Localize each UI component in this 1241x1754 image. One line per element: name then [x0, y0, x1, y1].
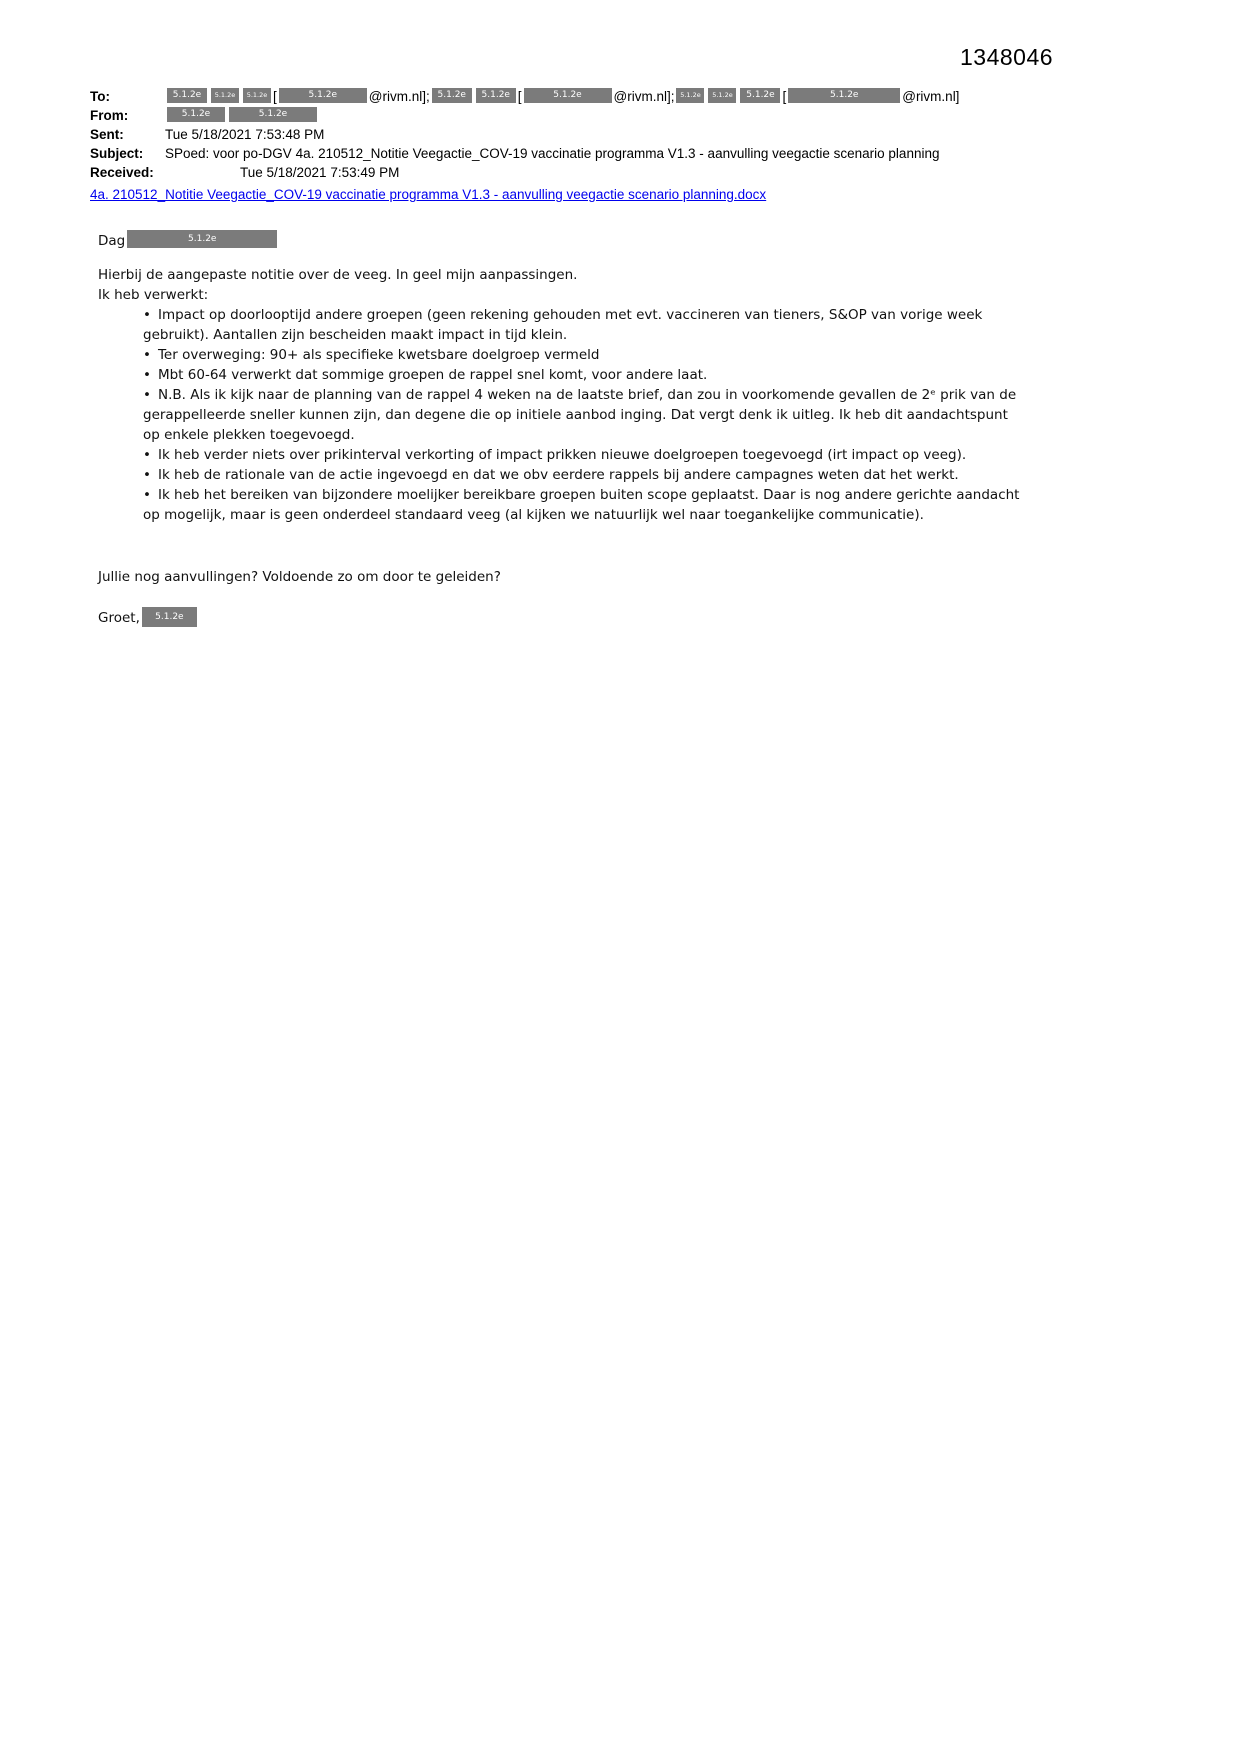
signoff-redaction: 5.1.2e: [142, 607, 197, 627]
bullet-list: [143, 305, 1023, 525]
received-value: Tue 5/18/2021 7:53:49 PM: [240, 165, 400, 180]
subject-label: Subject:: [90, 146, 144, 161]
redaction-box: 5.1.2e: [167, 107, 225, 122]
greeting-line: [98, 230, 1023, 251]
redaction-box: 5.1.2e: [740, 88, 780, 103]
email-address-text: [: [273, 89, 277, 104]
email-address-text: @rivm.nl];: [613, 89, 675, 104]
bullet-item: [143, 485, 1023, 525]
email-address-text: [: [782, 89, 787, 104]
bullet-text: N.B. Als ik kijk naar de planning van de rappel 4 weken na de laatste brief, dan zou in voorkomende gevallen de 2ᵉ prik van de gerappelleerde sneller kunnen zijn, dan degene die op initiele aanbod inging. Dat vergt denk ik uitleg. Ik heb dit aandachtspunt op enkele plekken toegevoegd.: [143, 387, 1017, 443]
redaction-box: 5.1.2e: [788, 88, 900, 103]
document-number: 1348046: [960, 44, 1054, 70]
bullet-item: [143, 365, 1023, 385]
redaction-box: 5.1.2e: [524, 88, 612, 103]
header-row-received: [90, 164, 995, 182]
bullet-item: [143, 465, 1023, 485]
bullet-marker: •: [143, 467, 151, 483]
email-headers: [90, 88, 995, 205]
bullet-text: Mbt 60-64 verwerkt dat sommige groepen de rappel snel komt, voor andere laat.: [157, 367, 708, 383]
header-row-to: [90, 88, 995, 106]
redaction-box: 5.1.2e: [167, 88, 207, 103]
subject-value: SPoed: voor po-DGV 4a. 210512_Notitie Veegactie_COV-19 vaccinatie programma V1.3 - aanvulling veegactie scenario planning: [165, 146, 940, 161]
header-row-sent: [90, 126, 995, 144]
bullet-text: Ter overweging: 90+ als specifieke kwetsbare doelgroep vermeld: [157, 347, 600, 363]
redaction-box: 5.1.2e: [243, 88, 271, 103]
redaction-box: 5.1.2e: [676, 88, 704, 103]
sent-value: Tue 5/18/2021 7:53:48 PM: [165, 127, 325, 142]
greeting-redaction: 5.1.2e: [127, 230, 277, 248]
bullet-item: [143, 345, 1023, 365]
header-row-from: [90, 107, 995, 125]
to-label: To:: [90, 89, 110, 104]
question-paragraph: Jullie nog aanvullingen? Voldoende zo om door te geleiden?: [98, 569, 501, 585]
intro-paragraph-2: Ik heb verwerkt:: [98, 287, 209, 303]
bullet-marker: •: [143, 447, 151, 463]
bullet-marker: •: [143, 307, 151, 323]
email-address-text: @rivm.nl]: [902, 89, 960, 104]
bullet-text: Ik heb de rationale van de actie ingevoegd en dat we obv eerdere rappels bij andere campagnes weten dat het werkt.: [157, 467, 959, 483]
bullet-text: Ik heb verder niets over prikinterval verkorting of impact prikken nieuwe doelgroepen toegevoegd (irt impact op veeg).: [157, 447, 967, 463]
bullet-item: [143, 385, 1023, 445]
bullet-item: [143, 445, 1023, 465]
redaction-box: 5.1.2e: [211, 88, 239, 103]
signoff-text: Groet,: [98, 610, 140, 626]
redaction-box: 5.1.2e: [279, 88, 367, 103]
sent-label: Sent:: [90, 127, 124, 142]
attachment-link[interactable]: 4a. 210512_Notitie Veegactie_COV-19 vaccinatie programma V1.3 - aanvulling veegactie scenario planning.docx: [90, 187, 767, 202]
bullet-item: [143, 305, 1023, 345]
email-address-text: @rivm.nl];: [368, 89, 430, 104]
greeting-text: Dag: [98, 233, 126, 249]
email-address-text: [: [517, 89, 522, 104]
received-label: Received:: [90, 165, 154, 180]
header-row-subject: [90, 145, 995, 163]
redaction-box: 5.1.2e: [432, 88, 472, 103]
bullet-text: Impact op doorlooptijd andere groepen (geen rekening gehouden met evt. vaccineren van tieners, S&OP van vorige week gebruikt). Aantallen zijn bescheiden maakt impact in tijd klein.: [143, 307, 983, 343]
intro-paragraph-1: Hierbij de aangepaste notitie over de veeg. In geel mijn aanpassingen.: [98, 267, 578, 283]
bullet-text: Ik heb het bereiken van bijzondere moelijker bereikbare groepen buiten scope geplaatst. Daar is nog andere gerichte aandacht op mogelijk, maar is geen onderdeel standaard veeg (al kijken we natuurlijk wel naar toegankelijke communicatie).: [143, 487, 1020, 523]
bullet-marker: •: [143, 347, 151, 363]
email-body: [98, 230, 1023, 628]
bullet-marker: •: [143, 487, 151, 503]
redaction-box: 5.1.2e: [229, 107, 317, 122]
bullet-marker: •: [143, 387, 151, 403]
signoff-line: [98, 607, 1023, 628]
attachment-row: [90, 186, 995, 204]
redaction-box: 5.1.2e: [708, 88, 736, 103]
redaction-box: 5.1.2e: [476, 88, 516, 103]
from-label: From:: [90, 108, 129, 123]
bullet-marker: •: [143, 367, 151, 383]
